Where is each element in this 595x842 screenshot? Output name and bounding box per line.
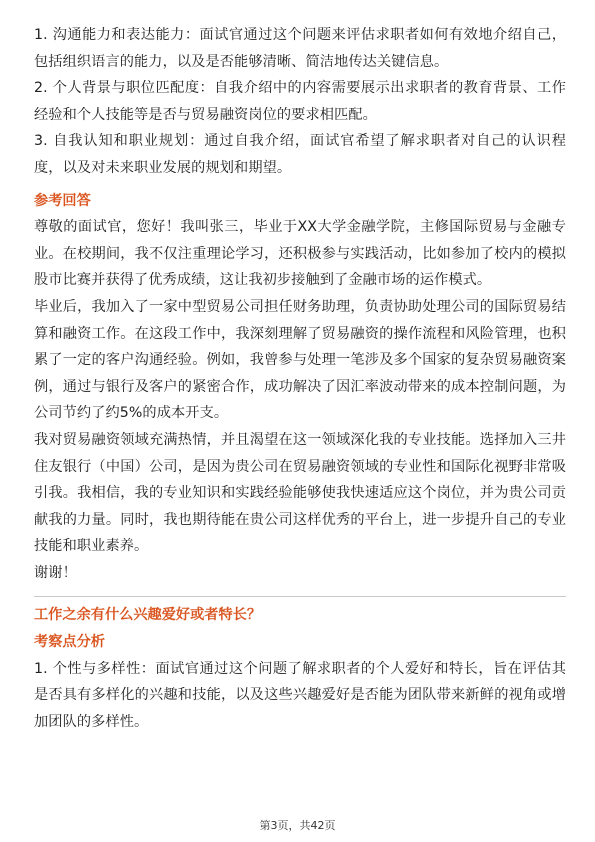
analysis-point: 1. 个性与多样性：面试官通过这个问题了解求职者的个人爱好和特长，旨在评估其是否具有多样化的兴趣和技能，以及这些兴趣爱好是否能为团队带来新鲜的视角或增加团队的多样性。 — [34, 660, 566, 730]
answer-paragraph: 我对贸易融资领域充满热情，并且渴望在这一领域深化我的专业技能。选择加入三井住友银行（中国）公司，是因为贵公司在贸易融资领域的专业性和国际化视野非常吸引我。我相信，我的专业知识和实践经验能够使我快速适应这个岗位，并为贵公司贡献我的力量。同时，我也期待能在贵公司这样优秀的平台上，进一步提升自己的专业技能和职业素养。 — [34, 431, 566, 555]
answer-paragraph: 谢谢！ — [34, 564, 77, 581]
analysis-points — [34, 22, 566, 182]
question-title: 工作之余有什么兴趣爱好或者特长？ — [34, 607, 262, 624]
answer-paragraph: 尊敬的面试官，您好！我叫张三，毕业于XX大学金融学院，主修国际贸易与金融专业。在校期间，我不仅注重理论学习，还积极参与实践活动，比如参加了校内的模拟股市比赛并获得了优秀成绩，这让我初步接触到了金融市场的运作模式。 — [34, 219, 566, 289]
reference-answer-heading: 参考回答 — [34, 192, 91, 209]
analysis-heading: 考察点分析 — [34, 634, 105, 651]
document-page — [34, 22, 566, 735]
page-number: 第3页，共42页 — [259, 819, 336, 832]
next-question — [34, 602, 566, 735]
analysis-point: 2. 个人背景与职位匹配度：自我介绍中的内容需要展示出求职者的教育背景、工作经验和个人技能等是否与贸易融资岗位的要求相匹配。 — [34, 80, 566, 123]
section-divider — [34, 596, 566, 597]
analysis-point: 1. 沟通能力和表达能力：面试官通过这个问题来评估求职者如何有效地介绍自己，包括组织语言的能力，以及是否能够清晰、简洁地传达关键信息。 — [34, 27, 566, 70]
answer-paragraph: 毕业后，我加入了一家中型贸易公司担任财务助理，负责协助处理公司的国际贸易结算和融资工作。在这段工作中，我深刻理解了贸易融资的操作流程和风险管理，也积累了一定的客户沟通经验。例如，我曾参与处理一笔涉及多个国家的复杂贸易融资案例，通过与银行及客户的紧密合作，成功解决了因汇率波动带来的成本控制问题，为公司节约了约5%的成本开支。 — [34, 298, 566, 422]
reference-answer — [34, 188, 566, 587]
analysis-point: 3. 自我认知和职业规划：通过自我介绍，面试官希望了解求职者对自己的认识程度，以及对未来职业发展的规划和期望。 — [34, 133, 566, 176]
